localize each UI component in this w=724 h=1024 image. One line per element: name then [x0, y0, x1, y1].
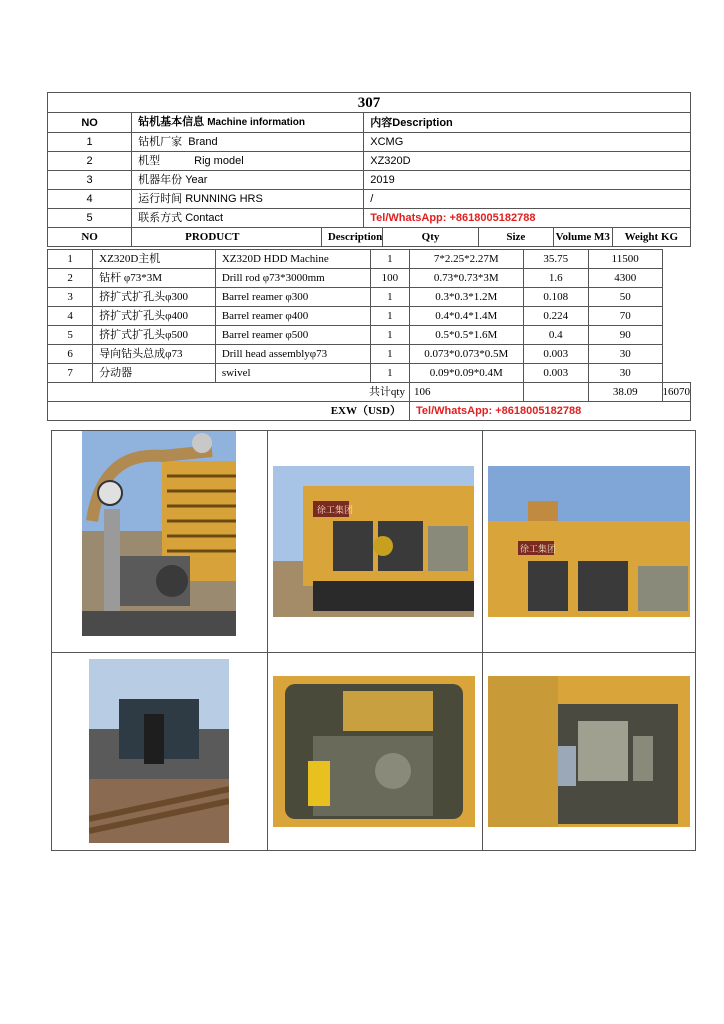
info-row: [48, 152, 691, 171]
product-no: 3: [48, 288, 93, 307]
product-name: 导向钻头总成φ73: [93, 345, 216, 364]
product-description: Drill head assemblyφ73: [215, 345, 370, 364]
product-size: 0.4*0.4*1.4M: [410, 307, 524, 326]
product-size: 0.73*0.73*3M: [410, 269, 524, 288]
photo-engine-detail: [488, 676, 690, 827]
photo-grid: [51, 430, 696, 851]
label-cn: 机器年份: [138, 174, 183, 186]
col-header-no: NO: [48, 228, 132, 247]
product-no: 7: [48, 364, 93, 383]
brand-sign-text: 徐工集团: [317, 506, 354, 516]
col-header-volume: Volume M3: [553, 228, 612, 247]
total-qty: 106: [410, 383, 524, 402]
product-weight: 4300: [588, 269, 662, 288]
info-row: [48, 190, 691, 209]
product-description: XZ320D HDD Machine: [215, 250, 370, 269]
col-header-weight: Weight KG: [612, 228, 690, 247]
info-row-value: XZ320D: [364, 152, 691, 171]
product-qty: 1: [370, 307, 409, 326]
exw-label: EXW（USD）: [48, 402, 410, 421]
product-weight: 70: [588, 307, 662, 326]
product-size: 7*2.25*2.27M: [410, 250, 524, 269]
product-weight: 50: [588, 288, 662, 307]
product-volume: 0.108: [523, 288, 588, 307]
label-cn: 联系方式: [138, 212, 183, 224]
label-en: Rig model: [194, 155, 244, 167]
total-row: [48, 383, 691, 402]
photo-engine-closeup: [273, 676, 475, 827]
product-row: [48, 345, 691, 364]
info-row-value: XCMG: [364, 133, 691, 152]
product-description: Barrel reamer φ400: [215, 307, 370, 326]
label-en: Year: [185, 174, 208, 186]
col-header-size: Size: [478, 228, 553, 247]
label-cn: 钻机厂家: [138, 136, 183, 148]
product-name: 挤扩式扩孔头φ400: [93, 307, 216, 326]
product-no: 6: [48, 345, 93, 364]
product-volume: 0.224: [523, 307, 588, 326]
photo-machine-side: [273, 466, 474, 617]
product-name: 分动器: [93, 364, 216, 383]
product-qty: 100: [370, 269, 409, 288]
col-header-product: PRODUCT: [132, 228, 322, 247]
product-row: [48, 288, 691, 307]
product-volume: 0.003: [523, 345, 588, 364]
info-row-label: [132, 133, 364, 152]
products-table: [47, 249, 691, 421]
product-weight: 30: [588, 345, 662, 364]
product-no: 2: [48, 269, 93, 288]
info-row-label: [132, 209, 364, 228]
info-header-machine: [132, 113, 364, 133]
product-row: [48, 250, 691, 269]
products-header-row: [48, 228, 691, 247]
product-qty: 1: [370, 250, 409, 269]
info-row-no: 5: [48, 209, 132, 228]
product-qty: 1: [370, 288, 409, 307]
spec-sheet-table: [47, 92, 691, 247]
product-weight: 11500: [588, 250, 662, 269]
product-no: 4: [48, 307, 93, 326]
product-volume: 1.6: [523, 269, 588, 288]
product-volume: 35.75: [523, 250, 588, 269]
product-row: [48, 307, 691, 326]
info-row: [48, 171, 691, 190]
label-en: RUNNING HRS: [185, 193, 263, 205]
info-row-no: 3: [48, 171, 132, 190]
label-cn: 运行时间: [138, 193, 183, 205]
label-en: Brand: [188, 136, 218, 148]
product-description: Drill rod φ73*3000mm: [215, 269, 370, 288]
photo-hydraulic-gauge: [82, 431, 236, 636]
info-row-no: 1: [48, 133, 132, 152]
product-description: swivel: [215, 364, 370, 383]
info-row-label: [132, 171, 364, 190]
product-weight: 30: [588, 364, 662, 383]
product-row: [48, 326, 691, 345]
product-no: 5: [48, 326, 93, 345]
document-number: 307: [48, 93, 691, 113]
contact-phone: Tel/WhatsApp: +8618005182788: [364, 209, 691, 228]
product-name: XZ320D主机: [93, 250, 216, 269]
product-qty: 1: [370, 364, 409, 383]
product-qty: 1: [370, 326, 409, 345]
product-name: 挤扩式扩孔头φ300: [93, 288, 216, 307]
photo-machine-engine-bay: [488, 466, 690, 617]
info-row: [48, 209, 691, 228]
product-size: 0.09*0.09*0.4M: [410, 364, 524, 383]
product-row: [48, 364, 691, 383]
total-weight: 16070: [662, 383, 691, 402]
info-row-label: [132, 152, 364, 171]
product-size: 0.3*0.3*1.2M: [410, 288, 524, 307]
info-header-description: [364, 113, 691, 133]
info-row-no: 2: [48, 152, 132, 171]
total-volume: 38.09: [588, 383, 662, 402]
info-row-value: 2019: [364, 171, 691, 190]
product-description: Barrel reamer φ500: [215, 326, 370, 345]
info-header-en: Machine information: [207, 117, 305, 128]
brand-sign-text: 徐工集团: [520, 545, 557, 555]
info-row-no: 4: [48, 190, 132, 209]
product-qty: 1: [370, 345, 409, 364]
product-volume: 0.003: [523, 364, 588, 383]
info-header-cn: 钻机基本信息: [138, 116, 205, 128]
label-en: Contact: [185, 212, 224, 224]
product-name: 钻杆 φ73*3M: [93, 269, 216, 288]
product-size: 0.5*0.5*1.6M: [410, 326, 524, 345]
desc-header-en: Description: [392, 116, 453, 129]
col-header-qty: Qty: [383, 228, 479, 247]
col-header-description: Description: [321, 228, 382, 247]
desc-header-cn: 内容: [370, 116, 393, 129]
product-description: Barrel reamer φ300: [215, 288, 370, 307]
total-label: 共计qty: [48, 383, 410, 402]
info-row-label: [132, 190, 364, 209]
exw-contact: Tel/WhatsApp: +8618005182788: [410, 402, 691, 421]
photo-rig-rear: [89, 659, 229, 843]
info-row-value: /: [364, 190, 691, 209]
product-weight: 90: [588, 326, 662, 345]
product-volume: 0.4: [523, 326, 588, 345]
info-row: [48, 133, 691, 152]
info-header-no: NO: [48, 113, 132, 133]
product-size: 0.073*0.073*0.5M: [410, 345, 524, 364]
product-no: 1: [48, 250, 93, 269]
label-cn: 机型: [138, 155, 161, 167]
info-header-row: [48, 113, 691, 133]
product-row: [48, 269, 691, 288]
exw-row: [48, 402, 691, 421]
product-name: 挤扩式扩孔头φ500: [93, 326, 216, 345]
